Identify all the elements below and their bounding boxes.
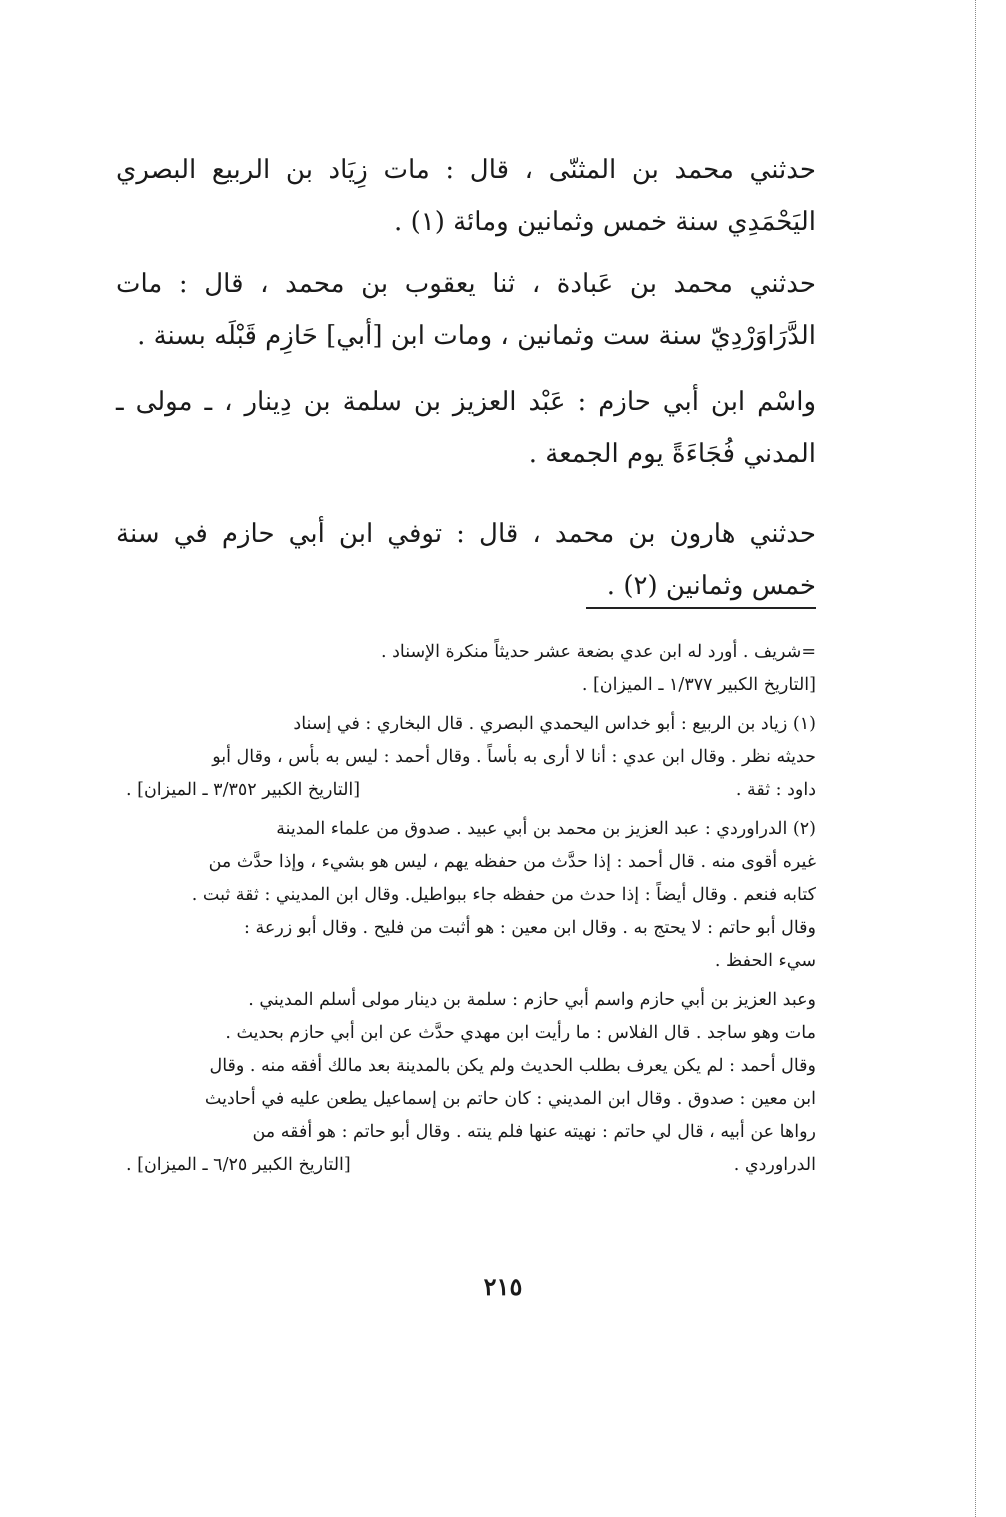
footnote-line: حديثه نظر . وقال ابن عدي : أنا لا أرى به بأساً . وقال أحمد : ليس به بأس ، وقال أبو bbox=[212, 747, 816, 767]
page-number: ٢١٥ bbox=[483, 1272, 523, 1301]
footnote-line: مات وهو ساجد . قال الفلاس : ما رأيت ابن مهدي حدَّث عن ابن أبي حازم بحديث . bbox=[225, 1023, 816, 1043]
body-paragraph-4: حدثني هارون بن محمد ، قال : توفي ابن أبي حازم في سنة خمس وثمانين (٢) . bbox=[116, 519, 816, 601]
footnote-line: غيره أقوى منه . قال أحمد : إذا حدَّث من حفظه يهم ، ليس هو بشيء ، وإذا حدَّث من bbox=[208, 852, 816, 872]
body-paragraph-3: واسْم ابن أبي حازم : عَبْد العزيز بن سلمة بن دِينار ، ـ مولى ـ المدني فُجَاءَةً يوم الجمعة . bbox=[116, 387, 816, 469]
footnote-line: (١) زياد بن الربيع : أبو خداس اليحمدي البصري . قال البخاري : في إسناد bbox=[293, 714, 816, 734]
footnote-line: داود : ثقة . bbox=[735, 780, 816, 800]
footnote-separator bbox=[586, 607, 816, 609]
footnote-line: (٢) الدراوردي : عبد العزيز بن محمد بن أبي عبيد . صدوق من علماء المدينة bbox=[276, 819, 816, 839]
footnote-line: وقال أبو حاتم : لا يحتج به . وقال ابن معين : هو أثبت من فليح . وقال أبو زرعة : bbox=[244, 918, 816, 938]
footnote-2 bbox=[126, 813, 816, 978]
footnote-line: الدراوردي . bbox=[733, 1155, 816, 1175]
footnote-line: وعبد العزيز بن أبي حازم واسم أبي حازم : سلمة بن دينار مولى أسلم المديني . bbox=[248, 990, 816, 1010]
footnote-citation: [التاريخ الكبير ١/٣٧٧ ـ الميزان] . bbox=[581, 675, 816, 695]
footnote-line: ابن معين : صدوق . وقال ابن المديني : كان حاتم بن إسماعيل يطعن عليه في أحاديث bbox=[204, 1089, 816, 1109]
footnote-line: =شريف . أورد له ابن عدي بضعة عشر حديثاً منكرة الإسناد . bbox=[380, 642, 816, 662]
footnote-citation: [التاريخ الكبير ٦/٢٥ ـ الميزان] . bbox=[126, 1155, 351, 1175]
body-paragraph-1: حدثني محمد بن المثنّى ، قال : مات زِيَاد بن الربيع البصري اليَحْمَدِي سنة خمس وثمانين ومائة (١) . bbox=[116, 155, 816, 237]
body-paragraph-2: حدثني محمد بن عَبادة ، ثنا يعقوب بن محمد ، قال : مات الدَّرَاوَرْدِيّ سنة ست وثمانين ، ومات ابن [أبي] حَازِم قَبْلَه بسنة . bbox=[116, 269, 816, 351]
footnote-line: كتابه فنعم . وقال أيضاً : إذا حدث من حفظه جاء ببواطيل. وقال ابن المديني : ثقة ثبت . bbox=[191, 885, 816, 905]
footnote-line: رواها عن أبيه ، قال لي حاتم : نهيته عنها فلم ينته . وقال أبو حاتم : هو أفقه من bbox=[252, 1122, 816, 1142]
footnote-1 bbox=[126, 708, 816, 807]
footnote-continuation bbox=[126, 636, 816, 702]
footnotes bbox=[126, 630, 816, 1182]
footnote-3 bbox=[126, 984, 816, 1182]
footnote-line: سيء الحفظ . bbox=[714, 951, 816, 971]
footnote-line: وقال أحمد : لم يكن يعرف بطلب الحديث ولم يكن بالمدينة بعد مالك أفقه منه . وقال bbox=[209, 1056, 816, 1076]
footnote-citation: [التاريخ الكبير ٣/٣٥٢ ـ الميزان] . bbox=[126, 780, 361, 800]
